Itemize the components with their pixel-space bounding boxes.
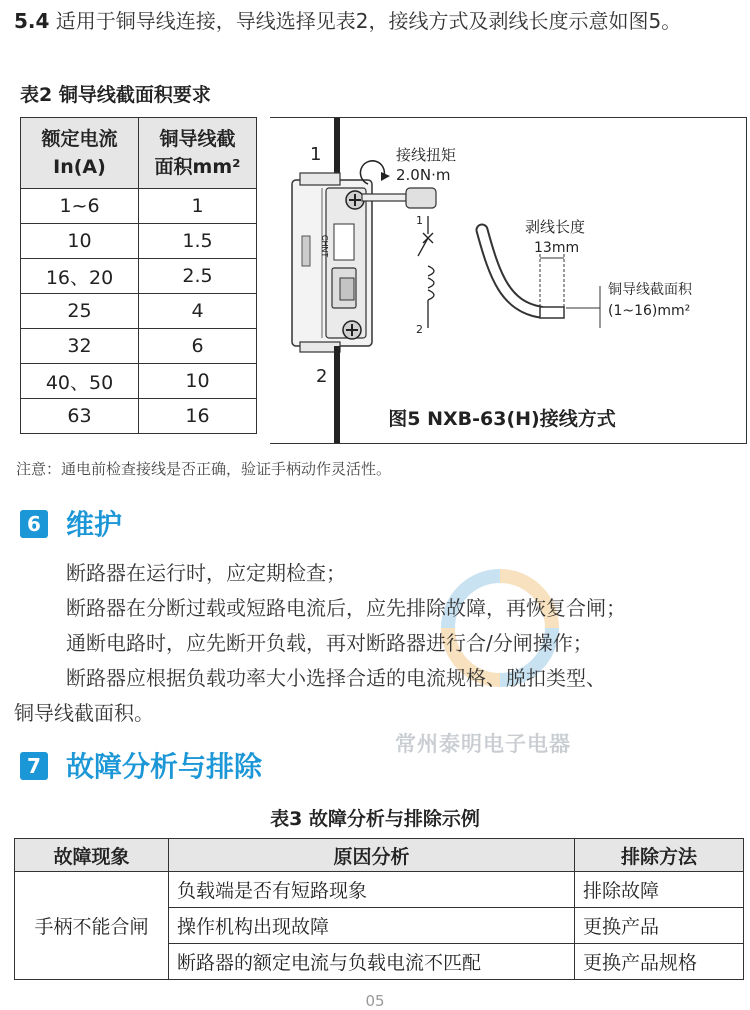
table-cell: 10 (139, 364, 257, 399)
table-row (21, 224, 257, 259)
section7-number: 7 (20, 752, 48, 780)
header-line: 铜导线截 (159, 128, 236, 150)
figure5-illustration (270, 118, 746, 443)
table-cell: 16 (139, 399, 257, 434)
table2 (20, 117, 257, 434)
wire-bottom (334, 346, 340, 443)
strip-value: 13mm (534, 240, 580, 256)
torque-arrow (360, 161, 384, 184)
table-cell: 25 (21, 294, 139, 329)
method-cell: 更换产品 (575, 908, 744, 944)
schematic-2-label: 2 (416, 323, 423, 336)
section6-number: 6 (20, 510, 48, 538)
section6-title: 维护 (66, 508, 123, 541)
table-cell: 40、50 (21, 364, 139, 399)
table3-header: 原因分析 (169, 839, 575, 872)
header-line: In(A) (53, 156, 106, 178)
figure5-frame (270, 117, 747, 444)
table3-header-row (15, 839, 744, 872)
table-cell: 32 (21, 329, 139, 364)
table-row (21, 329, 257, 364)
phenomenon-cell: 手柄不能合闸 (15, 872, 169, 980)
table-cell: 1.5 (139, 224, 257, 259)
table-cell: 1 (139, 189, 257, 224)
table2-header-row (21, 118, 257, 189)
section-value: (1~16)mm² (608, 303, 691, 319)
paragraph: 铜导线截面积。 (14, 701, 154, 725)
table-cell: 1~6 (21, 189, 139, 224)
method-cell: 排除故障 (575, 872, 744, 908)
table-cell: 16、20 (21, 259, 139, 294)
strip-label: 剥线长度 (525, 218, 586, 236)
terminal-1-label: 1 (310, 144, 322, 165)
table-cell: 63 (21, 399, 139, 434)
wiring-note: 注意：通电前检查接线是否正确，验证手柄动作灵活性。 (16, 460, 392, 478)
cause-cell: 负载端是否有短路现象 (169, 872, 575, 908)
torque-value: 2.0N·m (396, 166, 451, 184)
page-number: 05 (365, 992, 385, 1010)
header-line: 面积mm² (154, 156, 241, 178)
section-label: 铜导线截面积 (608, 282, 692, 298)
table-row (21, 364, 257, 399)
table2-header-section (139, 118, 257, 189)
torque-label: 接线扭矩 (396, 146, 457, 164)
table-row (21, 189, 257, 224)
table3-header: 排除方法 (575, 839, 744, 872)
paragraph: 通断电路时，应先断开负载，再对断路器进行合/分闸操作； (66, 631, 593, 655)
table-row (21, 399, 257, 434)
paragraph: 断路器在运行时，应定期检查； (66, 561, 346, 585)
paragraph: 断路器应根据负载功率大小选择合适的电流规格、脱扣类型、 (66, 666, 606, 690)
section7-title: 故障分析与排除 (66, 750, 263, 783)
header-line: 额定电流 (41, 128, 118, 150)
section6-body (14, 556, 744, 731)
terminal-2-label: 2 (316, 366, 328, 387)
paragraph: 断路器在分断过载或短路电流后，应先排除故障，再恢复合闸； (66, 596, 626, 620)
screwdriver-icon (362, 188, 436, 208)
contact-schematic (418, 216, 434, 328)
table-row (21, 259, 257, 294)
stripped-conductor (540, 307, 564, 318)
cause-cell: 操作机构出现故障 (169, 908, 575, 944)
figure5-caption: 图5 NXB-63(H)接线方式 (388, 408, 616, 430)
brand-mark: CHNT (320, 235, 329, 258)
schematic-1-label: 1 (416, 214, 423, 227)
table-cell: 2.5 (139, 259, 257, 294)
table3-title: 表3 故障分析与排除示例 (270, 808, 480, 830)
intro-paragraph (14, 4, 739, 38)
table-cell: 10 (21, 224, 139, 259)
method-cell: 更换产品规格 (575, 944, 744, 980)
table-cell: 6 (139, 329, 257, 364)
intro-number: 5.4 (14, 9, 50, 33)
cause-cell: 断路器的额定电流与负载电流不匹配 (169, 944, 575, 980)
table3-header: 故障现象 (15, 839, 169, 872)
table3 (14, 838, 744, 980)
watermark-text: 常州泰明电子电器 (395, 732, 571, 756)
intro-text: 适用于铜导线连接，导线选择见表2，接线方式及剥线长度示意如图5。 (55, 9, 682, 33)
table2-title: 表2 铜导线截面积要求 (20, 84, 211, 106)
table-row (15, 872, 744, 908)
table2-header-current (21, 118, 139, 189)
table-row (21, 294, 257, 329)
table-cell: 4 (139, 294, 257, 329)
